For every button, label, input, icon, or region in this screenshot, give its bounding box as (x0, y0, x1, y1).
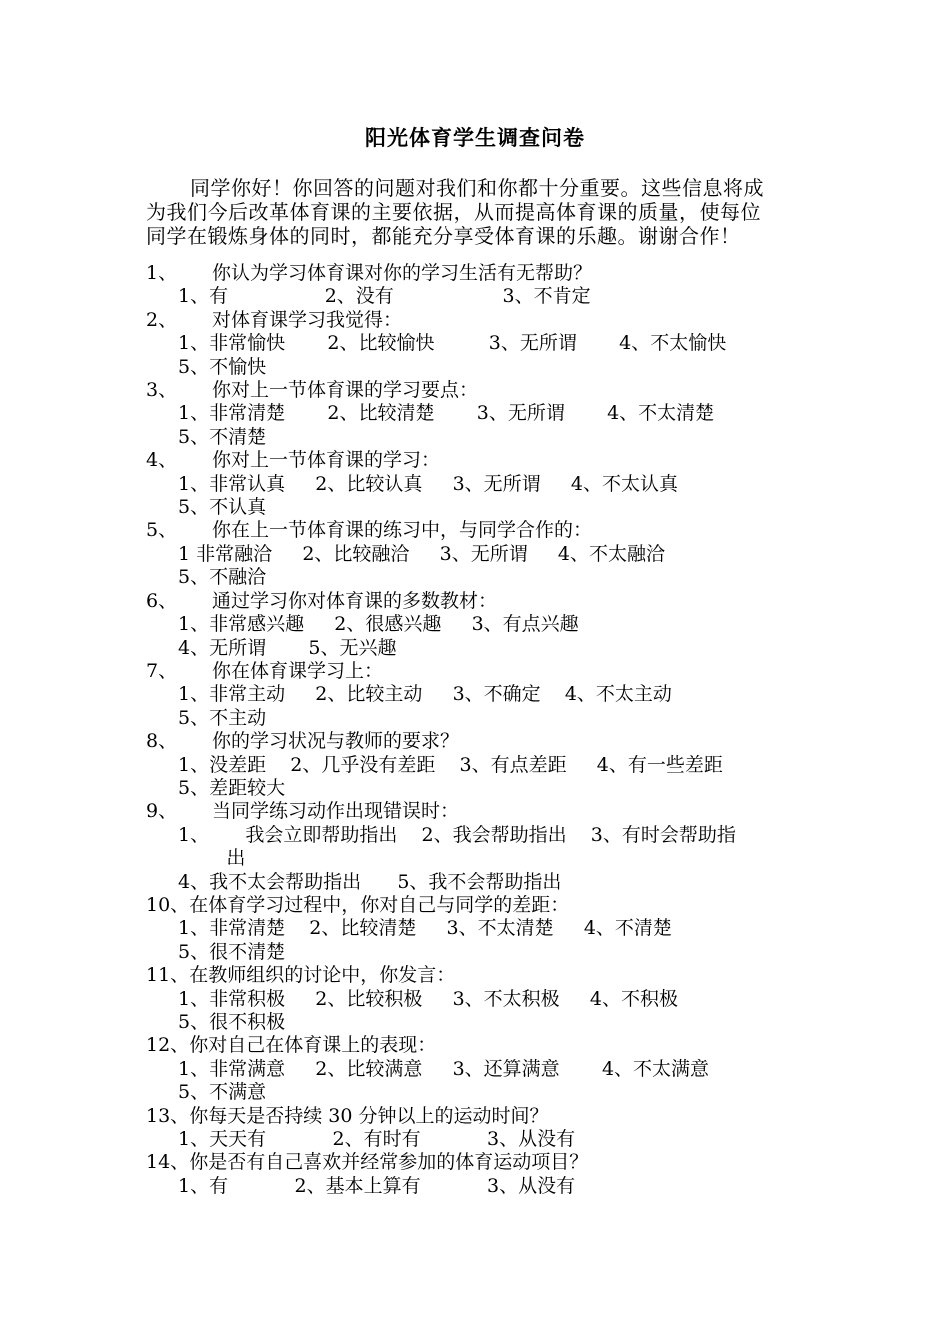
question-number: 13、 (146, 1104, 190, 1127)
question-text: 你认为学习体育课对你的学习生活有无帮助？ (212, 262, 593, 284)
question-heading (146, 660, 826, 683)
question-heading (146, 590, 826, 613)
question-number: 5、 (146, 519, 178, 542)
answer-options-line: 4、我不太会帮助指出 5、我不会帮助指出 (178, 870, 562, 893)
question-number: 10、 (146, 893, 190, 916)
intro-line: 同学你好！你回答的问题对我们和你都十分重要。这些信息将成 (190, 176, 764, 200)
question-text: 你在上一节体育课的练习中，与同学合作的： (212, 519, 593, 542)
question-heading (146, 519, 826, 542)
question-item (146, 449, 826, 519)
answer-options-line: 1、非常满意 2、比较满意 3、还算满意 4、不太满意 (178, 1057, 710, 1080)
answer-options-line: 4、无所谓 5、无兴趣 (178, 636, 397, 659)
answer-options-line: 1、非常感兴趣 2、很感兴趣 3、有点兴趣 (178, 613, 579, 636)
question-number: 14、 (146, 1151, 190, 1174)
question-number: 8、 (146, 730, 178, 753)
question-number: 4、 (146, 449, 178, 472)
answer-options-line: 1、没差距 2、几乎没有差距 3、有点差距 4、有一些差距 (178, 753, 723, 776)
question-number: 9、 (146, 800, 178, 823)
question-heading (146, 449, 826, 472)
question-heading (146, 1034, 826, 1057)
question-heading (146, 730, 826, 753)
question-number: 2、 (146, 308, 178, 331)
question-heading (146, 964, 826, 987)
question-item (146, 660, 826, 730)
answer-options-line: 5、不认真 (178, 496, 267, 519)
question-heading (146, 262, 826, 285)
answer-options-line: 1、非常积极 2、比较积极 3、不太积极 4、不积极 (178, 987, 678, 1010)
answer-options-line: 1、有 2、没有 3、不肯定 (178, 285, 591, 308)
question-number: 7、 (146, 659, 178, 682)
question-text: 当同学练习动作出现错误时： (212, 800, 460, 823)
question-heading (146, 894, 826, 917)
question-item (146, 730, 826, 800)
question-number: 12、 (146, 1034, 190, 1057)
question-text: 你在体育课学习上： (212, 659, 384, 682)
question-text: 在体育学习过程中，你对自己与同学的差距： (189, 893, 570, 916)
answer-options-line: 5、差距较大 (178, 776, 286, 799)
question-item (146, 1034, 826, 1104)
question-item (146, 1151, 826, 1198)
question-heading (146, 1105, 826, 1128)
question-text: 你每天是否持续 30 分钟以上的运动时间？ (189, 1104, 549, 1127)
intro-paragraph (146, 176, 810, 248)
answer-options-line: 5、不融洽 (178, 566, 267, 589)
question-item (146, 519, 826, 589)
question-heading (146, 309, 826, 332)
question-text: 你对上一节体育课的学习： (212, 449, 441, 472)
question-number: 11、 (146, 964, 190, 987)
question-text: 你对自己在体育课上的表现： (189, 1034, 437, 1057)
question-text: 你的学习状况与教师的要求？ (212, 730, 460, 753)
answer-options-line: 5、很不积极 (178, 1011, 286, 1033)
question-heading (146, 800, 826, 823)
question-heading (146, 379, 826, 402)
question-list (146, 262, 826, 1198)
answer-options-line: 1、 我会立即帮助指出 2、我会帮助指出 3、有时会帮助指 (178, 823, 736, 846)
question-text: 你对上一节体育课的学习要点： (212, 379, 479, 402)
answer-options-line: 1、非常愉快 2、比较愉快 3、无所谓 4、不太愉快 (178, 332, 727, 355)
answer-options-line: 1、非常清楚 2、比较清楚 3、不太清楚 4、不清楚 (178, 917, 672, 940)
question-heading (146, 1151, 826, 1174)
question-item (146, 262, 826, 309)
answer-options-line: 1、天天有 2、有时有 3、从没有 (178, 1128, 576, 1151)
question-item (146, 964, 826, 1034)
question-number: 6、 (146, 589, 178, 612)
question-item (146, 309, 826, 379)
question-item (146, 379, 826, 449)
answer-options-line: 5、很不清楚 (178, 940, 286, 963)
answer-options-line: 1、非常清楚 2、比较清楚 3、无所谓 4、不太清楚 (178, 402, 715, 425)
question-item (146, 894, 826, 964)
question-item (146, 1105, 826, 1152)
question-number: 1、 (146, 262, 178, 284)
answer-options-line: 1 非常融洽 2、比较融洽 3、无所谓 4、不太融洽 (178, 542, 665, 565)
question-text: 在教师组织的讨论中，你发言： (189, 964, 456, 987)
answer-options-line: 5、不愉快 (178, 355, 267, 378)
answer-options-line: 出 (178, 847, 246, 870)
question-item (146, 800, 826, 894)
answer-options-line: 1、非常主动 2、比较主动 3、不确定 4、不太主动 (178, 683, 672, 706)
question-number: 3、 (146, 379, 178, 402)
question-text: 通过学习你对体育课的多数教材： (212, 589, 498, 612)
question-text: 对体育课学习我觉得： (212, 308, 403, 331)
answer-options-line: 5、不主动 (178, 706, 267, 729)
question-text: 你是否有自己喜欢并经常参加的体育运动项目？ (189, 1151, 589, 1174)
intro-line: 同学在锻炼身体的同时，都能充分享受体育课的乐趣。谢谢合作！ (146, 224, 741, 248)
answer-options-line: 1、非常认真 2、比较认真 3、无所谓 4、不太认真 (178, 472, 678, 495)
intro-line: 为我们今后改革体育课的主要依据，从而提高体育课的质量，使每位 (146, 200, 761, 224)
answer-options-line: 5、不清楚 (178, 425, 267, 448)
answer-options-line: 1、有 2、基本上算有 3、从没有 (178, 1174, 576, 1197)
question-item (146, 590, 826, 660)
page-title: 阳光体育学生调查问卷 (365, 125, 585, 150)
answer-options-line: 5、不满意 (178, 1081, 267, 1104)
